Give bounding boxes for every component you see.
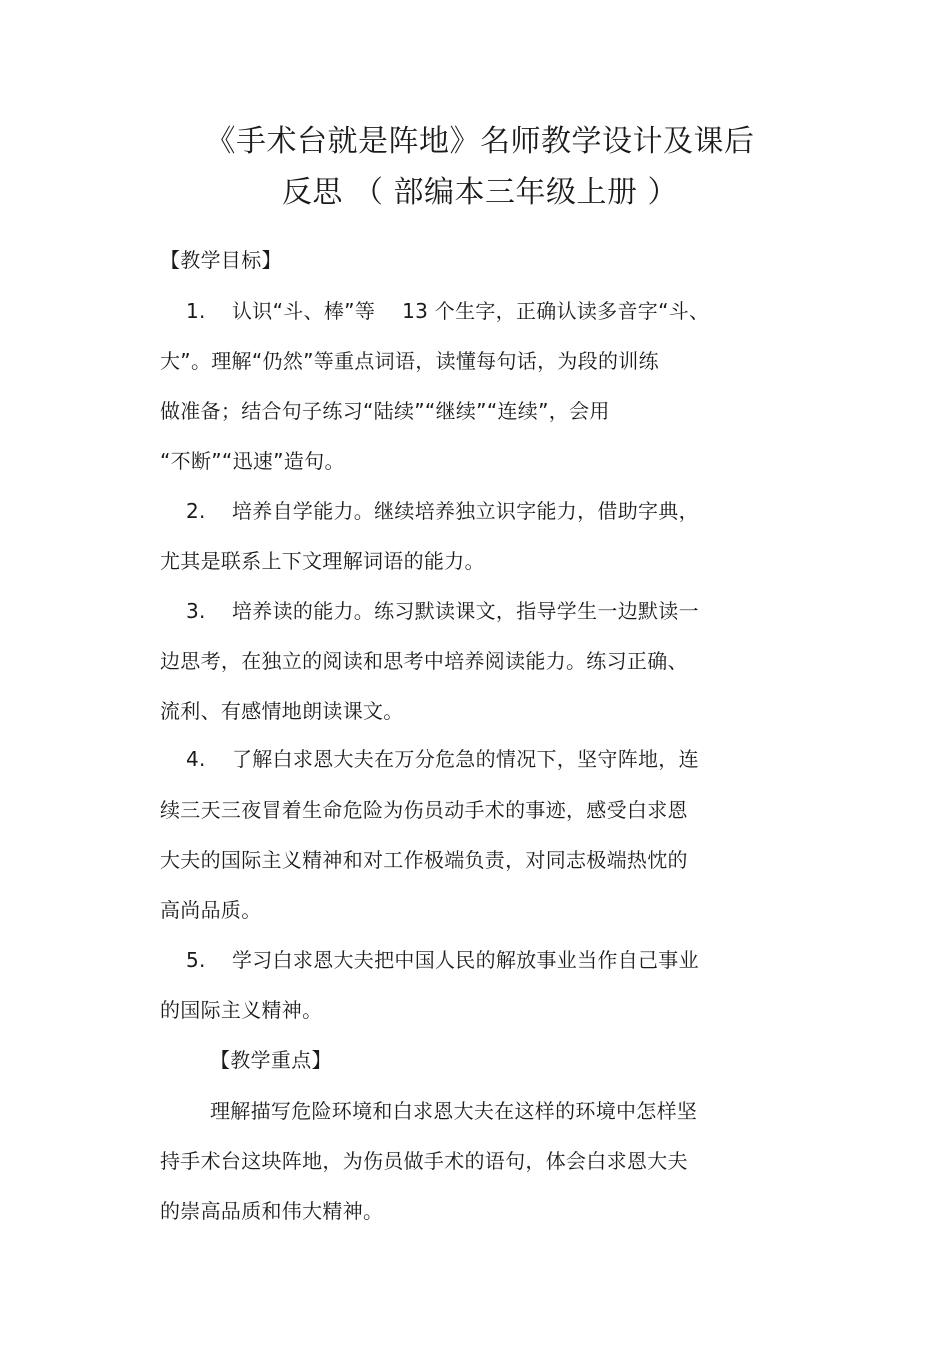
objective-1-number: 1. — [186, 299, 206, 323]
objective-4-number: 4. — [186, 747, 206, 771]
key-points-line-3: 的崇高品质和伟大精神。 — [160, 1199, 384, 1223]
objective-2-number: 2. — [186, 499, 206, 523]
objective-4-text: 了解白求恩大夫在万分危急的情况下，坚守阵地，连 — [232, 747, 699, 771]
objective-3-line-1 — [186, 597, 699, 625]
objective-5-text: 学习白求恩大夫把中国人民的解放事业当作自己事业 — [232, 948, 699, 972]
objective-5-number: 5. — [186, 948, 206, 972]
objective-1-line-4: “不断”“迅速”造句。 — [160, 449, 345, 473]
document-title-line-2: 反思 （ 部编本三年级上册 ） — [281, 175, 679, 210]
objective-3-line-2: 边思考，在独立的阅读和思考中培养阅读能力。练习正确、 — [160, 649, 688, 673]
objective-1-text: 认识“斗、棒”等 13 个生字，正确认读多音字“斗、 — [232, 299, 710, 323]
objective-1-line-1 — [186, 297, 709, 325]
objective-4-line-4: 高尚品质。 — [160, 898, 262, 922]
objective-2-text: 培养自学能力。继续培养独立识字能力，借助字典， — [232, 499, 699, 523]
objective-4-line-2: 续三天三夜冒着生命危险为伤员动手术的事迹，感受白求恩 — [160, 798, 688, 822]
objective-2-line-1 — [186, 497, 699, 525]
objective-3-line-3: 流利、有感情地朗读课文。 — [160, 699, 404, 723]
objective-5-line-2: 的国际主义精神。 — [160, 998, 323, 1022]
objective-2-line-2: 尤其是联系上下文理解词语的能力。 — [160, 549, 485, 573]
objective-5-line-1 — [186, 946, 699, 974]
objective-1-line-3: 做准备；结合句子练习“陆续”“继续”“连续”，会用 — [160, 399, 610, 423]
key-points-line-1: 理解描写危险环境和白求恩大夫在这样的环境中怎样坚 — [210, 1099, 698, 1123]
key-points-line-2: 持手术台这块阵地，为伤员做手术的语句，体会白求恩大夫 — [160, 1149, 688, 1173]
objective-3-number: 3. — [186, 599, 206, 623]
objective-4-line-1 — [186, 745, 699, 773]
objective-1-line-2: 大”。理解“仍然”等重点词语，读懂每句话，为段的训练 — [160, 349, 659, 373]
key-points-heading: 【教学重点】 — [210, 1048, 332, 1072]
objective-3-text: 培养读的能力。练习默读课文，指导学生一边默读一 — [232, 599, 699, 623]
objectives-heading: 【教学目标】 — [160, 248, 282, 272]
document-title-line-1: 《手术台就是阵地》名师教学设计及课后 — [205, 124, 755, 159]
objective-4-line-3: 大夫的国际主义精神和对工作极端负责，对同志极端热忱的 — [160, 848, 688, 872]
